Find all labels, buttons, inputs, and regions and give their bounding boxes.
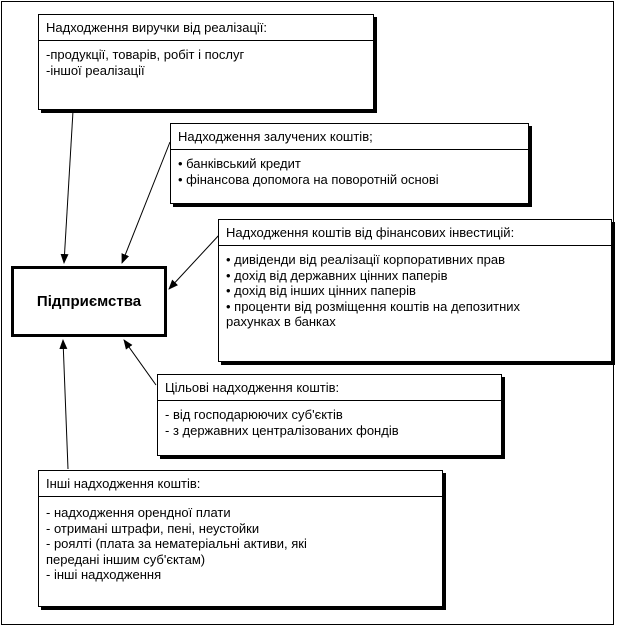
- other-income-list: [39, 497, 442, 583]
- investments-item: • дивіденди від реалізації корпоративних прав: [226, 252, 505, 267]
- other-income-item: - роялті (плата за нематеріальні активи, які: [46, 536, 307, 551]
- investments-list: [219, 246, 611, 330]
- other-income-item: - надходження орендної плати: [46, 505, 231, 520]
- investments-title: Надходження коштів від фінансових інвестицій:: [219, 220, 611, 246]
- other-income-item: - отримані штрафи, пені, неустойки: [46, 520, 260, 536]
- investments-box: [218, 219, 612, 362]
- revenue-item: -продукції, товарів, робіт і послуг: [46, 47, 245, 62]
- other-income-item: - інші надходження: [46, 567, 162, 582]
- borrowed-funds-box: [170, 123, 529, 204]
- other-income-box: [38, 470, 443, 607]
- borrowed-funds-list: [171, 150, 528, 187]
- borrowed-funds-title: Надходження залучених коштів;: [171, 124, 528, 150]
- targeted-funds-item: - з державних централізованих фондів: [165, 422, 399, 438]
- targeted-funds-box: [157, 374, 502, 456]
- revenue-title: Надходження виручки від реалізації:: [39, 15, 373, 41]
- revenue-list: [39, 41, 373, 78]
- arrow-investments: [169, 234, 220, 289]
- arrow-targeted: [124, 340, 156, 385]
- targeted-funds-item: - від господарюючих суб'єктів: [165, 407, 343, 422]
- arrow-borrowed: [122, 142, 170, 263]
- borrowed-funds-item: • банківський кредит: [178, 156, 301, 171]
- revenue-box: [38, 14, 374, 110]
- enterprise-label: Підприємства: [36, 293, 142, 310]
- investments-item: • дохід від інших цінних паперів: [226, 283, 416, 298]
- arrow-revenue: [64, 111, 73, 263]
- investments-item: рахунках в банках: [226, 314, 336, 329]
- arrow-other: [63, 340, 68, 469]
- borrowed-funds-item: • фінансова допомога на поворотній основі: [178, 171, 439, 187]
- targeted-funds-title: Цільові надходження коштів:: [158, 375, 501, 401]
- other-income-item: передані іншим суб'єктам): [46, 551, 206, 567]
- other-income-title: Інші надходження коштів:: [39, 471, 442, 497]
- investments-item: • проценти від розміщення коштів на депозитних: [226, 298, 521, 314]
- investments-item: • дохід від державних цінних паперів: [226, 267, 448, 283]
- revenue-item: -іншої реалізації: [46, 62, 145, 78]
- targeted-funds-list: [158, 401, 501, 438]
- enterprise-box: [11, 266, 167, 337]
